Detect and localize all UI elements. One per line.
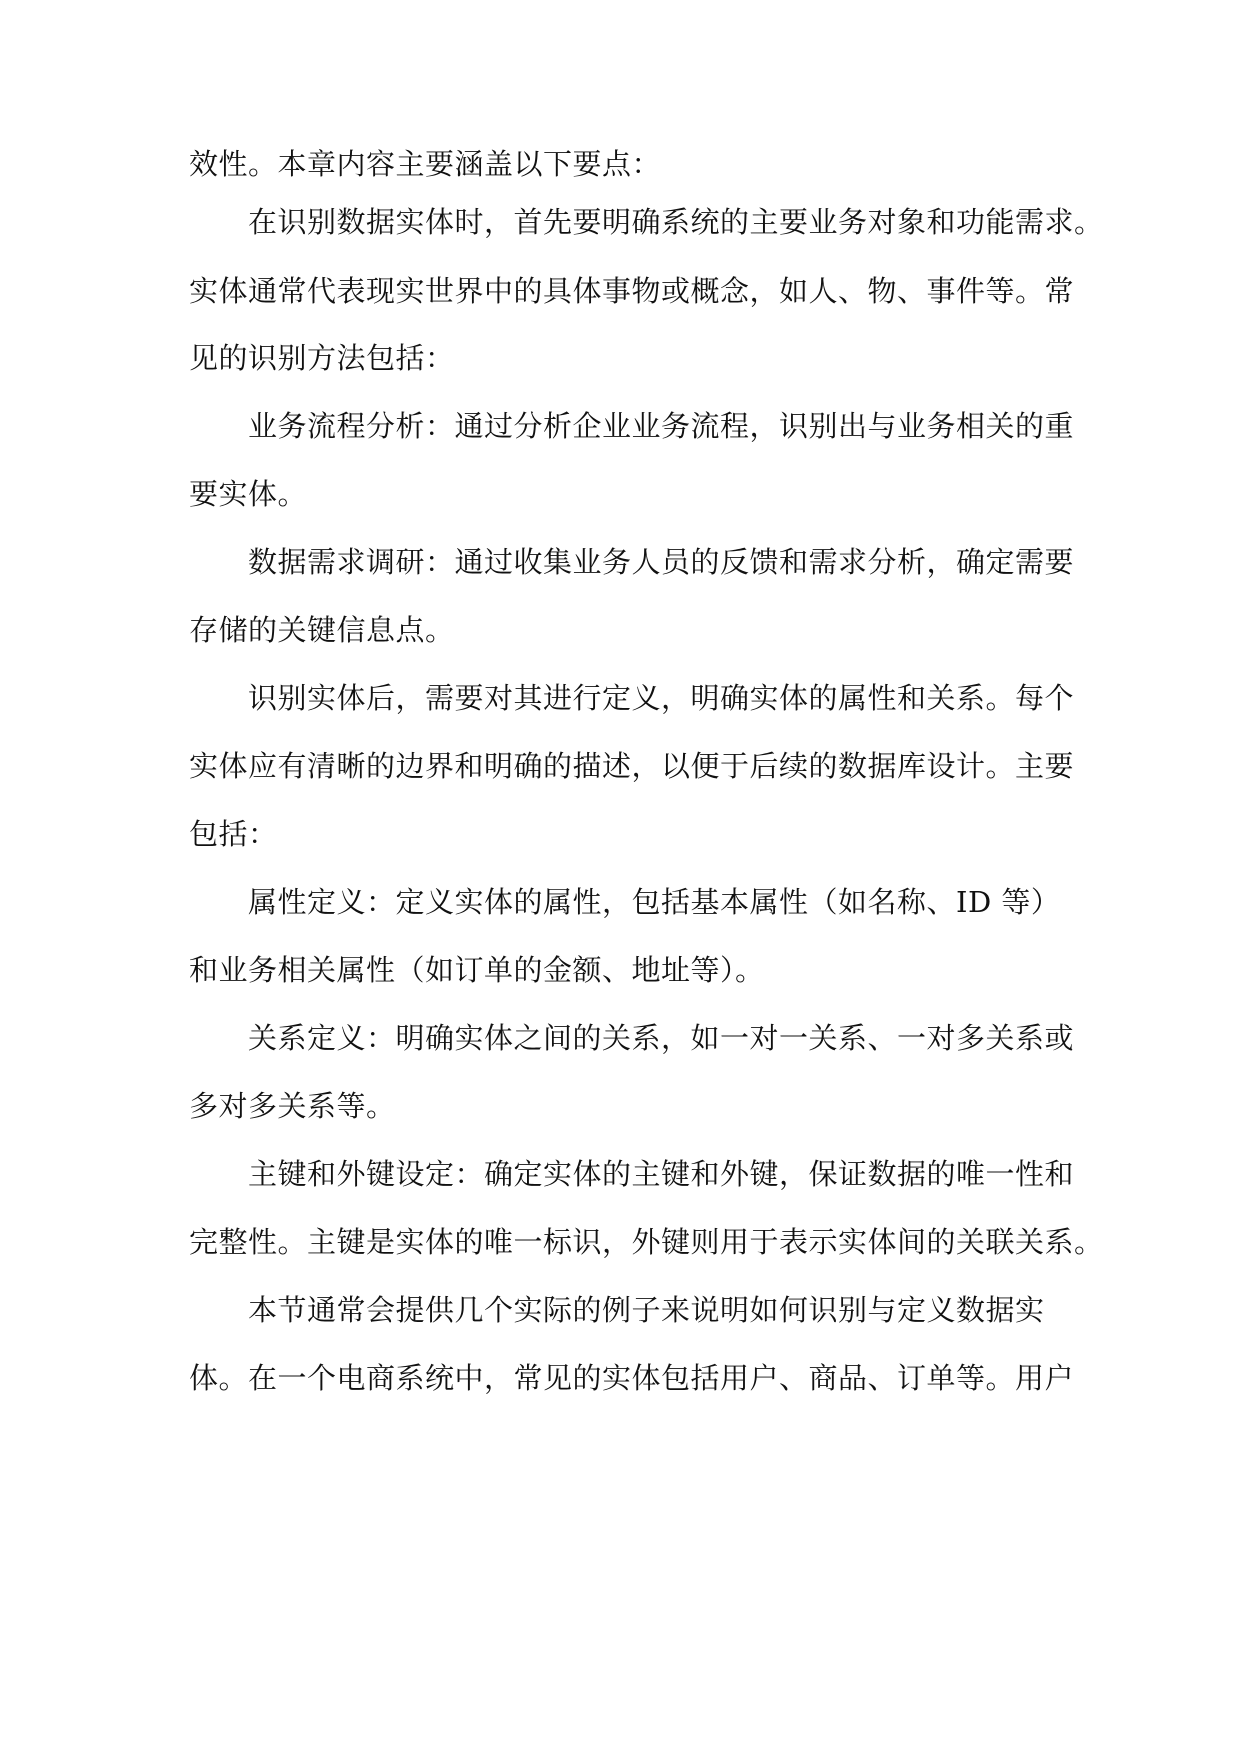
text-line: 本节通常会提供几个实际的例子来说明如何识别与定义数据实 <box>248 1293 1045 1327</box>
text-line: 和业务相关属性（如订单的金额、地址等）。 <box>189 953 765 987</box>
text-line: 数据需求调研：通过收集业务人员的反馈和需求分析，确定需要 <box>248 545 1075 579</box>
text-line: 实体应有清晰的边界和明确的描述，以便于后续的数据库设计。主要 <box>189 749 1075 783</box>
text-line: 体。在一个电商系统中，常见的实体包括用户、商品、订单等。用户 <box>189 1361 1075 1395</box>
text-line: 见的识别方法包括： <box>189 341 455 375</box>
text-line: 业务流程分析：通过分析企业业务流程，识别出与业务相关的重 <box>248 409 1075 443</box>
text-line: 要实体。 <box>189 477 308 511</box>
text-line: 完整性。主键是实体的唯一标识，外键则用于表示实体间的关联关系。 <box>189 1225 1104 1259</box>
text-line: 主键和外键设定：确定实体的主键和外键，保证数据的唯一性和 <box>248 1157 1075 1191</box>
text-line: 在识别数据实体时，首先要明确系统的主要业务对象和功能需求。 <box>248 205 1104 239</box>
text-line: 效性。本章内容主要涵盖以下要点： <box>189 147 662 181</box>
text-line: 属性定义：定义实体的属性，包括基本属性（如名称、ID 等） <box>248 885 1061 919</box>
text-line: 多对多关系等。 <box>189 1089 396 1123</box>
text-line: 实体通常代表现实世界中的具体事物或概念，如人、物、事件等。常 <box>189 274 1075 308</box>
text-line: 关系定义：明确实体之间的关系，如一对一关系、一对多关系或 <box>248 1021 1075 1055</box>
text-line: 包括： <box>189 817 278 851</box>
text-line: 存储的关键信息点。 <box>189 613 455 647</box>
text-line: 识别实体后，需要对其进行定义，明确实体的属性和关系。每个 <box>248 681 1075 715</box>
